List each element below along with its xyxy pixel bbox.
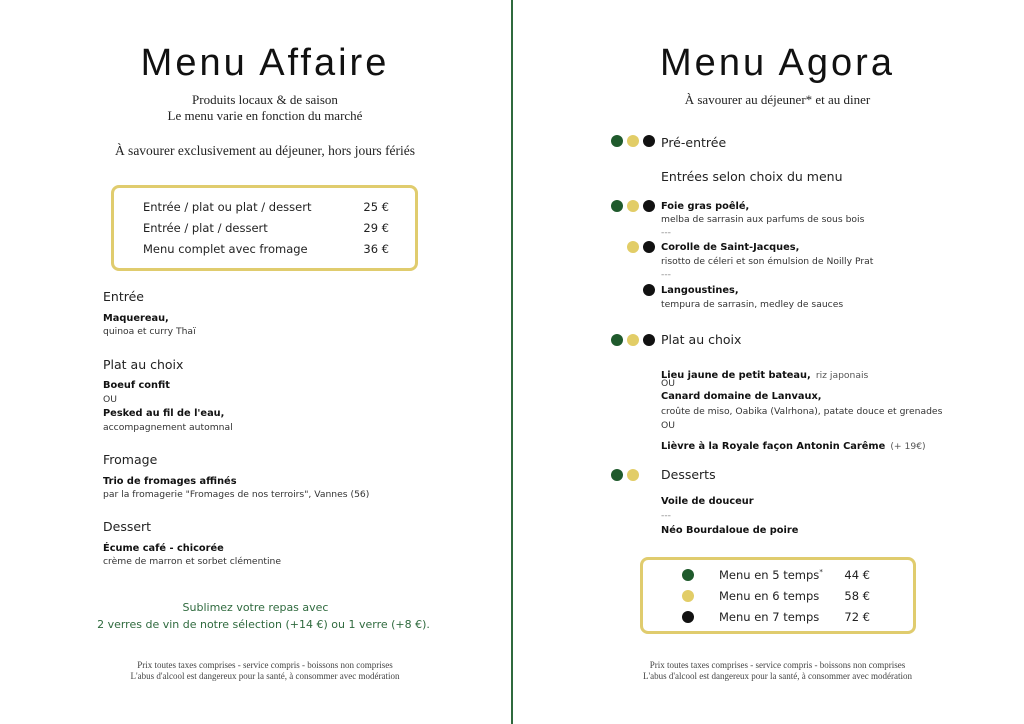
menu-agora-title: Menu Agora (660, 42, 895, 84)
left-footer (0, 660, 530, 682)
gold-dot-icon (627, 200, 639, 212)
left-footer-line1: Prix toutes taxes comprises - service compris - boissons non comprises (137, 660, 393, 670)
plat-3-extra: (+ 19€) (890, 441, 926, 452)
agora-price-label-2: Menu en 6 temps (719, 589, 820, 603)
agora-price-label-1 (719, 568, 823, 582)
agora-price-label-1-text: Menu en 5 temps (719, 568, 820, 582)
gold-dot-icon (627, 241, 639, 253)
separator: --- (661, 227, 671, 238)
menu-affaire-title: Menu Affaire (140, 42, 390, 84)
entree-2-desc: risotto de céleri et son émulsion de Noilly Prat (661, 256, 874, 267)
dessert-dish: Écume café - chicorée (103, 543, 224, 554)
agora-price-label-3: Menu en 7 temps (719, 610, 820, 624)
agora-price-value-2: 58 € (844, 589, 870, 603)
plat-2-desc: croûte de miso, Oabika (Valrhona), patate douce et grenades (661, 406, 943, 417)
footnote-star: * (819, 568, 823, 577)
section-plat: Plat au choix (103, 357, 184, 372)
gold-dot-icon (627, 469, 639, 481)
plat-dish-2: Pesked au fil de l'eau, (103, 408, 225, 419)
plat-dish-1: Boeuf confit (103, 380, 170, 391)
wine-line-1: Sublimez votre repas avec (182, 601, 329, 614)
plat-2-dish: Canard domaine de Lanvaux, (661, 391, 822, 402)
green-dot-icon (611, 469, 623, 481)
plat-3-dish: Lièvre à la Royale façon Antonin Carême (661, 441, 886, 452)
plat-or-1: OU (661, 378, 675, 389)
section-entrees: Entrées selon choix du menu (661, 169, 843, 184)
gold-dot-icon (682, 590, 694, 602)
green-dot-icon (682, 569, 694, 581)
black-dot-icon (643, 200, 655, 212)
entree-3-dish: Langoustines, (661, 285, 739, 296)
left-subtitle-line1: Produits locaux & de saison (192, 92, 338, 107)
section-entree: Entrée (103, 289, 144, 304)
right-subtitle: À savourer au déjeuner* et au diner (684, 92, 871, 107)
entree-desc: quinoa et curry Thaï (103, 326, 196, 337)
gold-dot-icon (627, 135, 639, 147)
entree-dish: Maquereau, (103, 313, 169, 324)
plat-or: OU (103, 394, 117, 405)
right-footer (520, 660, 1024, 682)
dessert-desc: crème de marron et sorbet clémentine (103, 556, 282, 567)
lunch-note: À savourer exclusivement au déjeuner, hors jours fériés (114, 143, 416, 158)
section-pre-entree: Pré-entrée (661, 135, 727, 150)
entree-1-desc: melba de sarrasin aux parfums de sous bois (661, 214, 865, 225)
section-fromage: Fromage (103, 452, 158, 467)
green-dot-icon (611, 135, 623, 147)
gold-dot-icon (627, 334, 639, 346)
plat-1 (661, 363, 868, 382)
price-value-1: 25 € (363, 200, 389, 214)
left-footer-line2: L'abus d'alcool est dangereux pour la santé, à consommer avec modération (130, 671, 400, 681)
price-value-2: 29 € (363, 221, 389, 235)
black-dot-icon (643, 135, 655, 147)
left-subtitle (0, 92, 530, 124)
right-footer-line2: L'abus d'alcool est dangereux pour la santé, à consommer avec modération (643, 671, 912, 681)
black-dot-icon (643, 241, 655, 253)
plat-1-desc: riz japonais (815, 370, 869, 381)
price-label-1: Entrée / plat ou plat / dessert (143, 200, 312, 214)
entree-1-dish: Foie gras poêlé, (661, 201, 750, 212)
green-dot-icon (611, 334, 623, 346)
black-dot-icon (643, 284, 655, 296)
black-dot-icon (682, 611, 694, 623)
agora-price-value-3: 72 € (844, 610, 870, 624)
plat-or-2: OU (661, 420, 675, 431)
fromage-dish: Trio de fromages affinés (103, 476, 237, 487)
plat-1-dish: Lieu jaune de petit bateau, (661, 370, 811, 381)
section-plat-agora: Plat au choix (661, 332, 742, 347)
black-dot-icon (643, 334, 655, 346)
price-label-2: Entrée / plat / dessert (143, 221, 268, 235)
separator: --- (661, 269, 671, 280)
fromage-desc: par la fromagerie "Fromages de nos terroirs", Vannes (56) (103, 489, 370, 500)
green-dot-icon (611, 200, 623, 212)
dessert-1: Voile de douceur (661, 496, 754, 507)
right-footer-line1: Prix toutes taxes comprises - service compris - boissons non comprises (649, 660, 906, 670)
plat-desc-2: accompagnement automnal (103, 422, 233, 433)
section-desserts: Desserts (661, 467, 716, 482)
left-subtitle-line2: Le menu varie en fonction du marché (167, 108, 363, 123)
section-dessert: Dessert (103, 519, 152, 534)
price-label-3: Menu complet avec fromage (143, 242, 308, 256)
wine-line-2: 2 verres de vin de notre sélection (+14 €) ou 1 verre (+8 €). (97, 618, 430, 631)
separator: --- (661, 510, 671, 521)
agora-price-value-1: 44 € (844, 568, 870, 582)
plat-3 (661, 434, 926, 453)
price-value-3: 36 € (363, 242, 389, 256)
dessert-2: Néo Bourdaloue de poire (661, 525, 799, 536)
entree-3-desc: tempura de sarrasin, medley de sauces (661, 299, 844, 310)
entree-2-dish: Corolle de Saint-Jacques, (661, 242, 800, 253)
